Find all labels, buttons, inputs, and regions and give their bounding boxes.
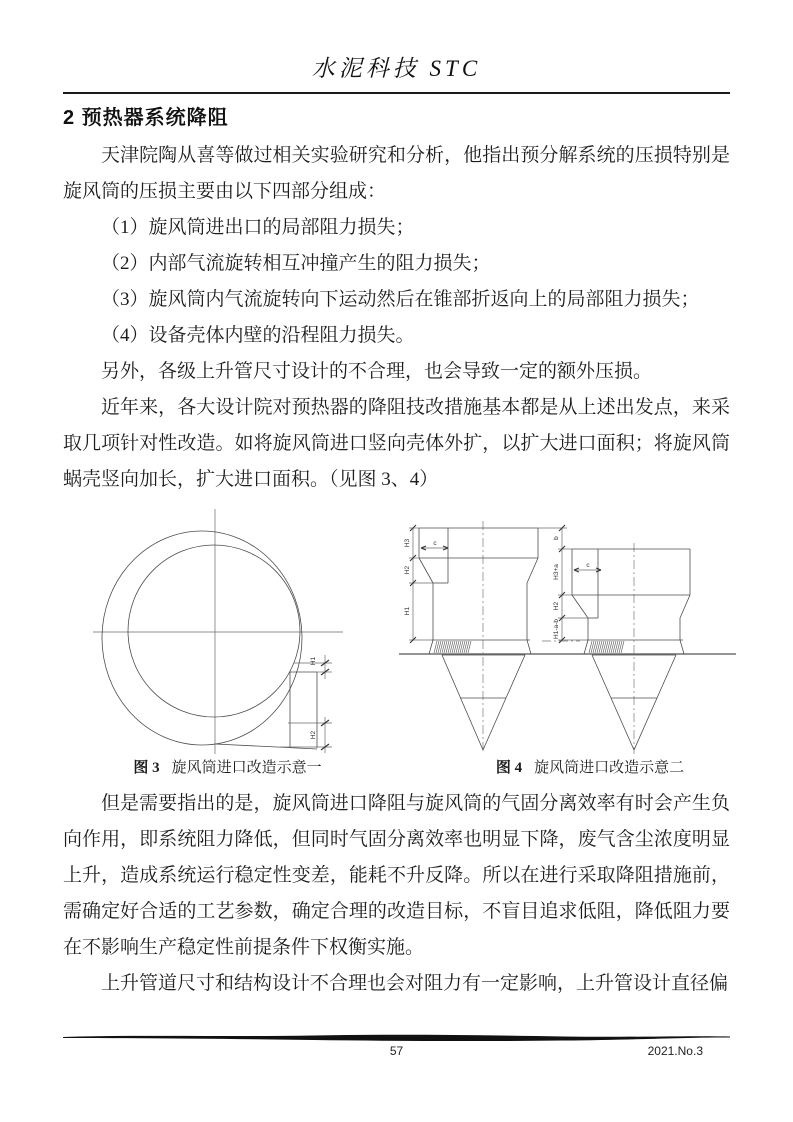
list-item: （3）旋风筒内气流旋转向下运动然后在锥部折返向上的局部阻力损失； [101, 289, 700, 310]
fig4-right-dim-label-h2: H2 [553, 601, 560, 611]
list-item: （4）设备壳体内壁的沿程阻力损失。 [101, 325, 415, 346]
fig3-inlet-bottom-slant [215, 744, 317, 749]
section-heading: 2 预热器系统降阻 [63, 107, 229, 129]
footer-issue: 2021.No.3 [647, 1044, 703, 1058]
paragraph: 但是需要指出的是，旋风筒进口降阻与旋风筒的气固分离效率有时会产生负向作用，即系统阻力降低，但同时气固分离效率也明显下降，废气含尘浓度明显上升，造成系统运行稳定性变差，能耗不升反降。所以在进行采取降阻措施前，需确定好合适的工艺参数，确定合理的改造目标，不盲目追求低阻，降低阻力要在不影响生产稳定性前提条件下权衡实施。 [63, 793, 730, 958]
fig4-right-transition [680, 595, 690, 618]
fig4-left-transition [419, 558, 433, 583]
fig3-volute-outer [102, 531, 302, 745]
header-rule [63, 92, 730, 94]
fig4-left-cone-side [442, 655, 483, 750]
fig3-dim-label-h2: H2 [310, 730, 317, 740]
fig4-right-vane-hatch [589, 641, 624, 653]
fig3-barrel-inner [128, 545, 300, 717]
list-item: （1）旋风筒进出口的局部阻力损失； [101, 217, 415, 238]
fig4-left-dim-label-h2: H2 [404, 565, 411, 575]
fig4-right-vane-band-side [584, 640, 588, 654]
fig4-left-vane-band-side [527, 640, 531, 654]
fig4-right-cone-side [634, 655, 676, 750]
footer-rule-stroke [63, 1035, 730, 1041]
paragraph: 天津院陶从喜等做过相关实验研究和分析，他指出预分解系统的压损特别是旋风筒的压损主要由以下四部分组成： [63, 145, 730, 202]
fig4-left-dim-label-c: c [433, 540, 437, 547]
figure-3-drawing [85, 505, 350, 755]
figure-4-caption-text: 旋风筒进口改造示意二 [534, 760, 685, 776]
body-text-lower [63, 786, 730, 1002]
paragraph: 上升管道尺寸和结构设计不合理也会对阻力有一定影响，上升管设计直径偏 [101, 973, 729, 994]
paragraph: 近年来，各大设计院对预热器的降阻技改措施基本都是从上述出发点，来采取几项针对性改造。如将旋风筒进口竖向壳体外扩，以扩大进口面积；将旋风筒蜗壳竖向加长，扩大进口面积。（见图 3、4） [63, 397, 730, 490]
figure-3-caption [95, 756, 360, 777]
body-text-upper [63, 138, 730, 498]
fig3-dim-label-h1: H1 [310, 656, 317, 666]
fig4-left-vane-hatch [434, 641, 471, 653]
footer-rule [63, 1032, 730, 1044]
fig4-right-transition [572, 595, 588, 618]
figure-4-caption [435, 756, 745, 777]
list-item: （2）内部气流旋转相互冲撞产生的阻力损失； [101, 253, 491, 274]
journal-title: 水泥科技 STC [311, 56, 482, 81]
fig4-right-dim-label-b: b [553, 536, 560, 540]
fig4-right-dim-label-c: c [586, 562, 590, 569]
footer-page-number: 57 [389, 1044, 404, 1058]
figure-3-caption-text: 旋风筒进口改造示意一 [171, 760, 322, 776]
fig4-right-dim-label-h3a: H3+a [553, 564, 560, 580]
fig4-right-dim-label-h1ab: H1-a-b [553, 619, 560, 639]
fig4-left-transition [527, 558, 538, 583]
figure-3-caption-label: 图 3 [133, 760, 160, 776]
paragraph: 另外，各级上升管尺寸设计的不合理，也会导致一定的额外压损。 [101, 361, 653, 382]
fig4-left-dim-label-h3: H3 [404, 538, 411, 548]
figure-4-caption-label: 图 4 [495, 760, 523, 776]
fig4-right-vane-band-side [680, 640, 684, 654]
fig4-right-cone-side [592, 655, 634, 750]
fig4-left-vane-band-side [429, 640, 433, 654]
fig4-left-dim-label-h1: H1 [404, 606, 411, 616]
fig4-left-cone-side [483, 655, 525, 750]
figure-4-drawing [395, 518, 740, 756]
